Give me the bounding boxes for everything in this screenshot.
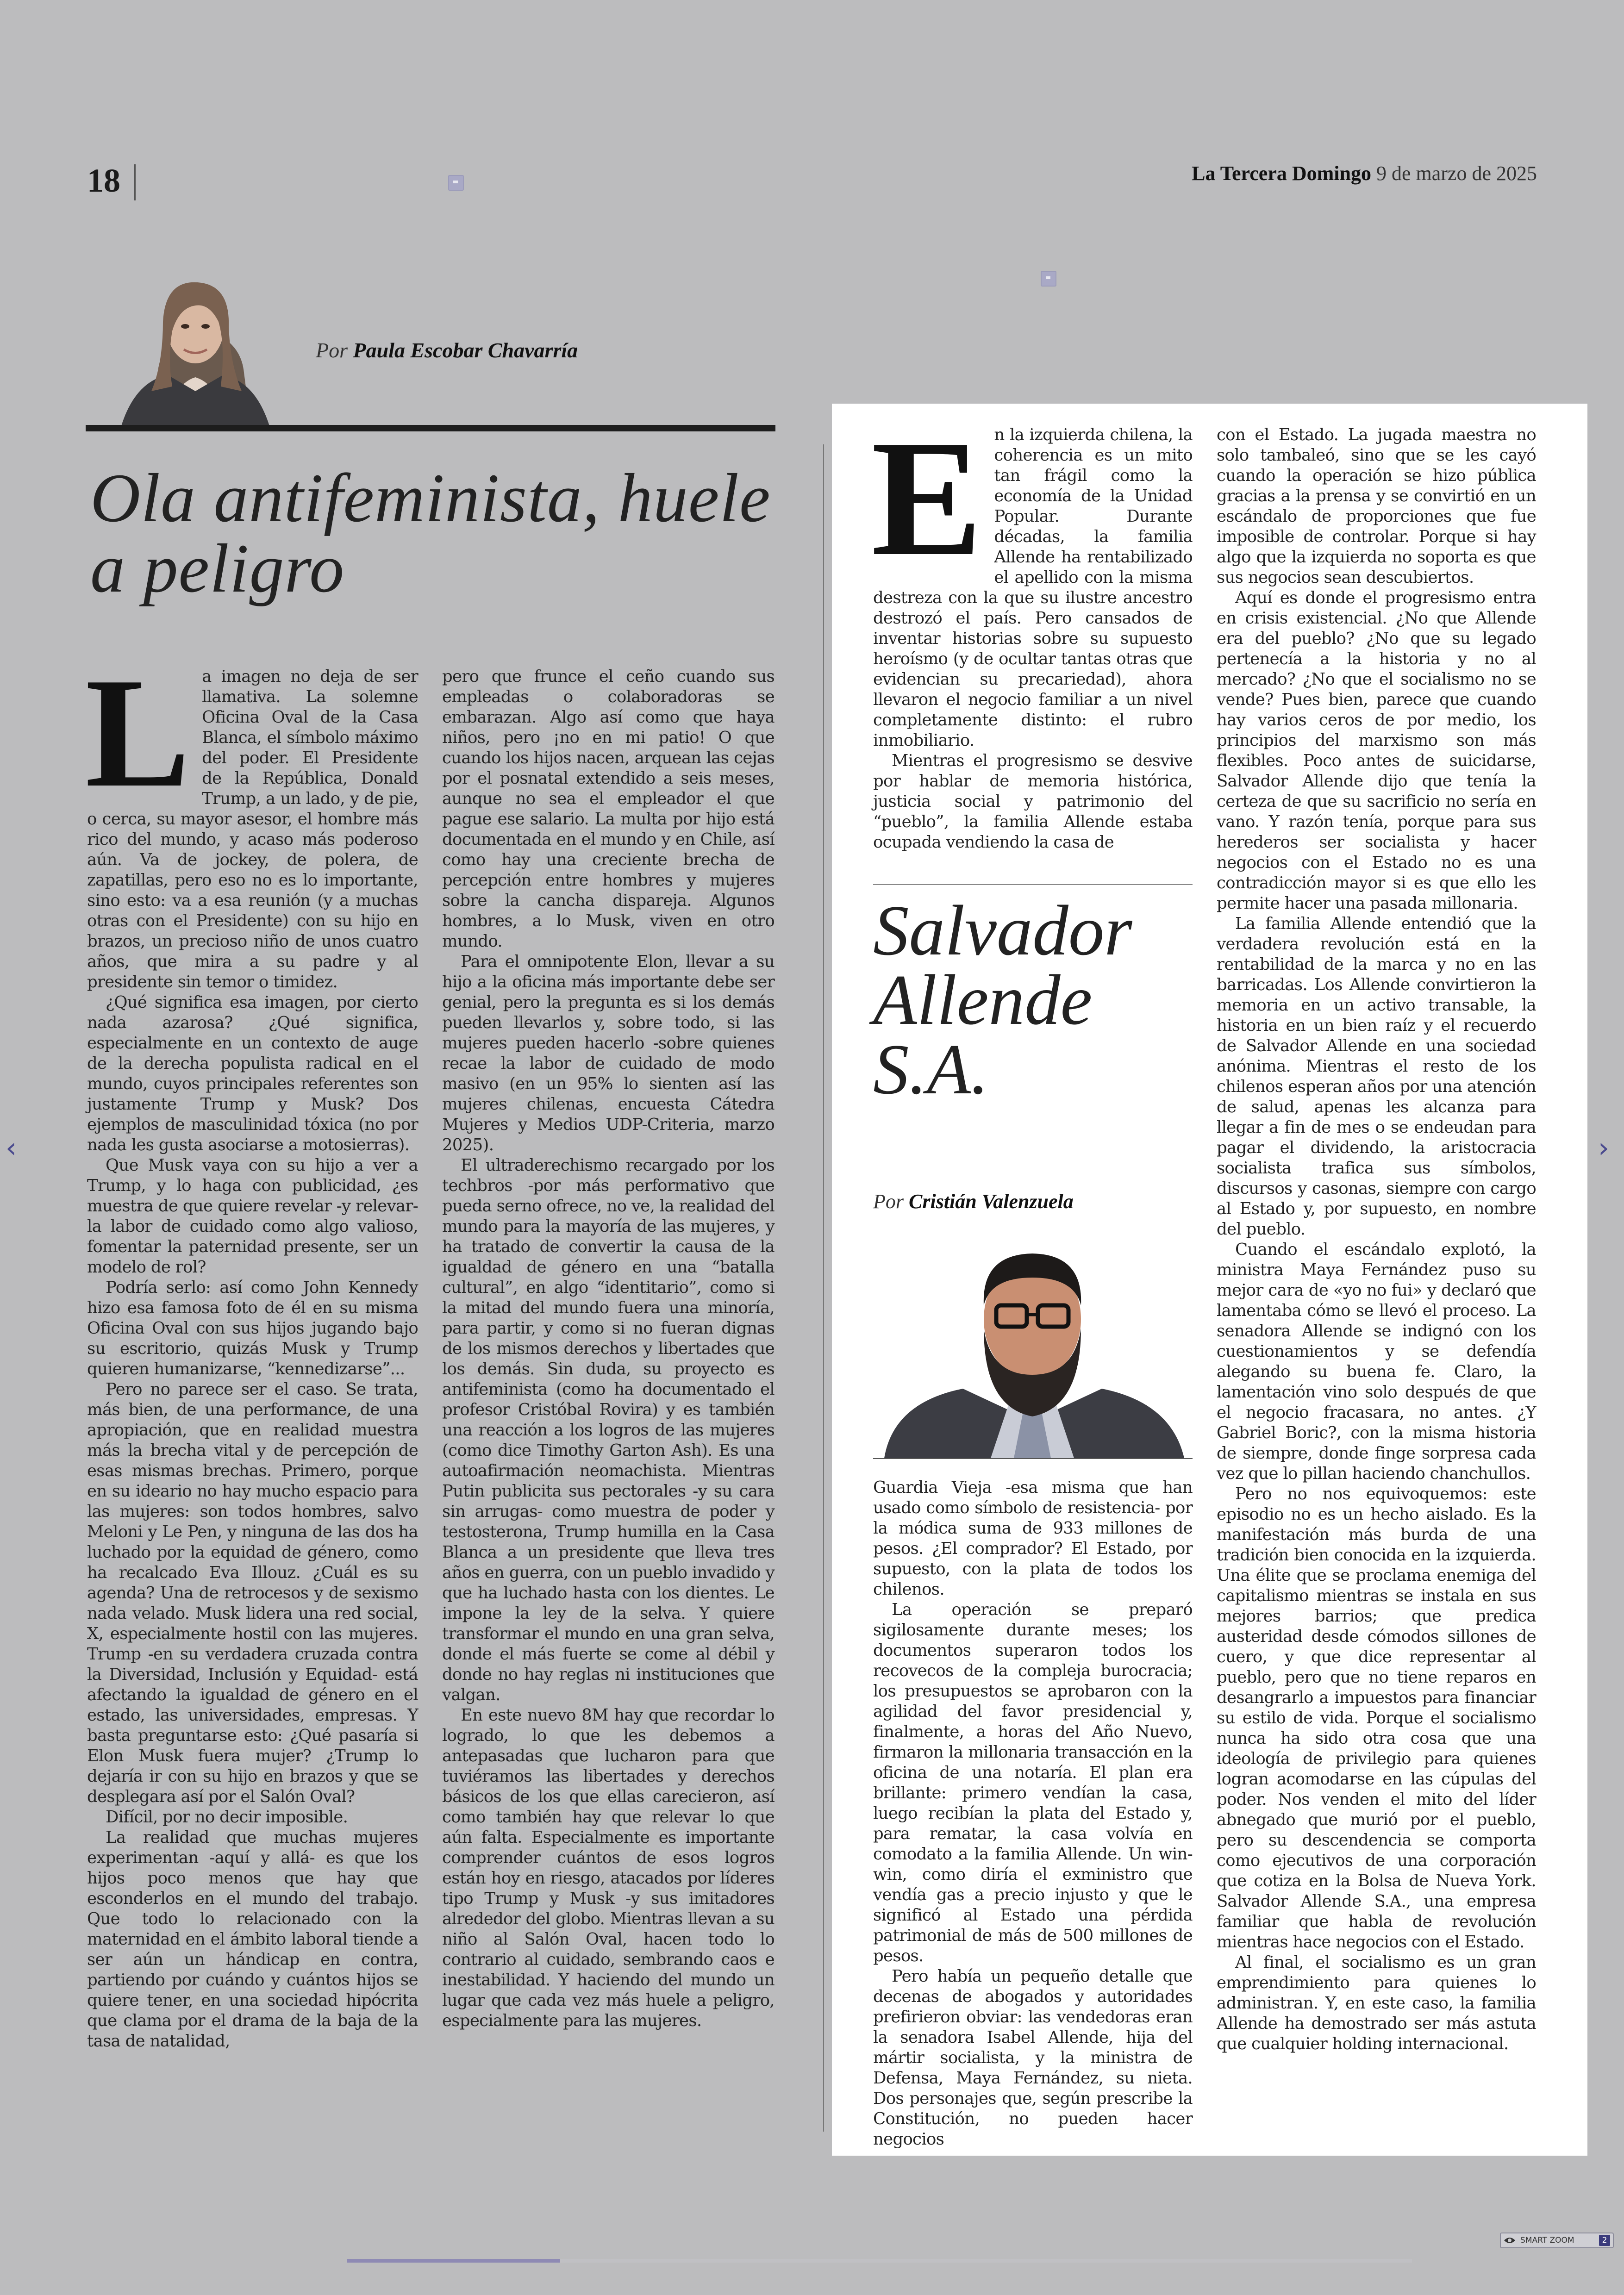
issue-date: 9 de marzo de 2025 (1376, 162, 1537, 185)
byline-prefix: Por (873, 1190, 904, 1213)
article2-headline: Salvador Allende S.A. (873, 891, 1132, 1109)
photo-bottom-rule (873, 1458, 1193, 1459)
chevron-right-icon[interactable]: › (1598, 1132, 1609, 1164)
article2-column-2 (1217, 425, 1536, 2054)
paragraph: Pero había un pequeño detalle que decenas de abogados y autoridades prefirieron obviar: las vendedoras eran la senadora Isabel Allende, hija del mártir socialista, y la ministra de Defensa, Maya Fernández, su nieta. Dos personajes que, según prescribe la Constitución, no pueden hacer negocios (873, 1967, 1193, 2149)
zoom-level-badge: 2 (1599, 2235, 1610, 2246)
publication-name: La Tercera Domingo (1192, 162, 1371, 185)
paragraph: El ultraderechismo recargado por los techbros -por más performativo que pueda serno ofrece, no ve, la realidad del mundo para la mayoría de las mujeres, y ha tratado de convertir la causa de la igualdad de género en una “batalla cultural”, en algo “identitario”, como si la mitad del mundo fuera una minoría, para partir, y como si no fueran dignas de los mismos derechos y libertades que los demás. Sin duda, su proyecto es antifeminista (como ha documentado el profesor Cristóbal Rovira) y es también una reacción a los logros de las mujeres (como dice Timothy Garton Ash). Es una autoafirmación neomachista. Mientras Putin publicita sus pectorales -y su cara sin arrugas- como muestra de poder y testosterona, Trump humilla en la Casa Blanca a un presidente que lleva tres años en guerra, con un pueblo invadido y que ha luchado hasta con los dientes. Le impone la ley de la selva. Y quiere transformar el mundo en una gran selva, donde el más fuerte se come al débil y donde no hay reglas ni instituciones que valgan. (442, 1156, 775, 1704)
byline-prefix: Por (316, 338, 348, 362)
paragraph: Pero no nos equivoquemos: este episodio no es un hecho aislado. Es la manifestación más burda de una tradición bien conocida en la izquierda. Una élite que se proclama enemiga del capitalismo mientras se instala en sus mejores barrios; que predica austeridad desde cómodos sillones de cuero, y que dice representar al pueblo, pero que no tiene reparos en desangrarlo a impuestos para financiar su estilo de vida. Porque el socialismo nunca ha sido otra cosa que una ideología de privilegio para quienes logran acomodarse en las cúpulas del poder. Nos venden el mito del líder abnegado que murió por el pueblo, pero su descendencia se comporta como ejecutivos de una corporación que cotiza en la Bolsa de Nueva York. Salvador Allende S.A., una empresa familiar que habla de revolución mientras hace negocios con el Estado. (1217, 1484, 1536, 1952)
paragraph: Para el omnipotente Elon, llevar a su hijo a la oficina más importante debe ser genial, pero la pregunta es si los demás pueden llevarlos y, sobre todo, si las mujeres pueden hacerlo -sobre quienes recae la labor de cuidado de modo masivo (en un 95% lo sienten así las mujeres chilenas, encuesta Cátedra Mujeres y Medios UDP-Criteria, marzo 2025). (442, 952, 775, 1154)
article1-headline: Ola antifeminista, huele a peligro (90, 460, 771, 607)
page-number-divider (134, 164, 136, 200)
page-number: 18 (87, 162, 120, 199)
paragraph: con el Estado. La jugada maestra no solo tambaleó, sino que se les cayó cuando la operación se hizo pública gracias a la prensa y se convirtió en un escándalo de proporciones que fue imposible de controlar. Porque si hay algo que la izquierda no soporta es que sus negocios sean descubiertos. (1217, 425, 1536, 587)
eye-icon (1504, 2237, 1516, 2244)
paragraph: Guardia Vieja -esa misma que han usado como símbolo de resistencia- por la módica suma de 933 millones de pesos. ¿El comprador? El Estado, por supuesto, con la plata de todos los chilenos. (873, 1478, 1193, 1599)
article2-column-1-bottom (873, 1478, 1193, 2150)
paragraph: Al final, el socialismo es un gran emprendimiento para quienes lo administran. Y, en este caso, la familia Allende ha demostrado ser más astuta que cualquier holding internacional. (1217, 1953, 1536, 2053)
paragraph: Que Musk vaya con su hijo a ver a Trump, y lo haga con publicidad, ¿es muestra de que quiere revelar -y relevar- la labor de cuidado como algo valioso, fomentar la paternidad presente, ser un modelo de rol? (87, 1156, 418, 1277)
paragraph: Aquí es donde el progresismo entra en crisis existencial. ¿No que Allende era del pueblo? ¿No que su legado pertenecía a la historia y no al mercado? ¿No que el socialismo no se vende? Pues bien, parece que cuando hay varios ceros de por medio, los principios del marxismo son más flexibles. Poco antes de suicidarse, Salvador Allende dijo que tenía la certeza de que su sacrificio no sería en vano. Y razón tenía, porque para sus herederos ser socialista y hacer negocios con el Estado no es una contradicción mayor si es que ello les permite hacer una pasada millonaria. (1217, 588, 1536, 913)
paragraph: pero que frunce el ceño cuando sus empleadas o colaboradoras se embarazan. Algo así como que haya niños, pero ¡no en mi patio! O que cuando los hijos nacen, arquean las cejas por el posnatal extendido a seis meses, aunque no sea el empleador el que pague ese salario. La multa por hijo está documentada en el mundo y en Chile, así como hay una creciente brecha de percepción entre hombres y mujeres sobre la cancha dispareja. Algunos hombres, a lo Musk, viven en otro mundo. (442, 667, 775, 951)
paragraph: a imagen no deja de ser llamativa. La solemne Oficina Oval de la Casa Blanca, el símbolo máximo del poder. El Presidente de la República, Donald Trump, a un lado, y de pie, o cerca, su mayor asesor, el hombre más rico del mundo, y acaso más poderoso aún. Va de jockey, de polera, de zapatillas, pero eso no es lo importante, sino esto: va a esa reunión (y a muchas otras con el Presidente) con su hijo en brazos, un precioso niño de unos cuatro años, que mira a su padre y al presidente sin temor o timidez. (87, 667, 418, 992)
article1-column-2 (442, 667, 775, 2031)
paragraph: Pero no parece ser el caso. Se trata, más bien, de una performance, de una apropiación, que en realidad muestra más la brecha vital y de percepción de esas mismas brechas. Primero, porque en su ideario no hay mucho espacio para las mujeres: son todos hombres, salvo Meloni y Le Pen, y ninguna de las dos ha luchado por la equidad de género, como ha recalcado Eva Illouz. ¿Cuál es su agenda? Una de retrocesos y de sexismo nada velado. Musk lidera una red social, X, especialmente hostil con las mujeres. Trump -en su verdadera cruzada contra la Diversidad, Inclusión y Equidad- está afectando la igualdad de género en el estado, las universidades, empresas. Y basta preguntarse esto: ¿Qué pasaría si Elon Musk fuera mujer? ¿Trump lo dejaría ir con su hijo en brazos y que se desplegara así por el Salón Oval? (87, 1380, 418, 1806)
paragraph: La operación se preparó sigilosamente durante meses; los documentos superaron todos los recovecos de la compleja burocracia; los presupuestos se aprobaron con la agilidad del favor presidencial y, finalmente, a horas del Año Nuevo, firmaron la millonaria transacción en la oficina de una notaría. El plan era brillante: primero vendían la casa, luego recibían la plata del Estado y, para rematar, la casa volvía en comodato a la familia Allende. Un win-win, como diría el exministro que vendía gas a precio injusto y que le significó al Estado una pérdida patrimonial de más de 500 millones de pesos. (873, 1600, 1193, 1965)
chevron-left-icon[interactable]: ‹ (6, 1132, 17, 1164)
scroll-progress-fill (347, 2259, 560, 2263)
paragraph: Cuando el escándalo explotó, la ministra Maya Fernández puso su mejor cara de «yo no fui» y declaró que lamentaba cómo se llevó el proceso. La senadora Allende se indignó con los cuestionamientos y se defendía alegando su buena fe. Claro, la lamentación vino solo después de que el negocio fracasara, no antes. ¿Y Gabriel Boric?, con la misma historia de siempre, donde finge sorpresa cada vez que lo pillan haciendo chanchullos. (1217, 1240, 1536, 1483)
article2-byline (873, 1190, 1074, 1213)
paragraph: ¿Qué significa esa imagen, por cierto nada azarosa? ¿Qué significa, especialmente en un contexto de auge de la derecha populista radical en el mundo, cuyos principales referentes son justamente Trump y Musk? Dos ejemplos de masculinidad tóxica (no por nada les gusta asociarse a motosierras). (87, 993, 418, 1154)
article1-column-1 (85, 645, 418, 2052)
paragraph: La realidad que muchas mujeres experimentan -aquí y allá- es que los hijos poco menos que hay que esconderlos en el mundo del trabajo. Que todo lo relacionado con la maternidad en el ámbito laboral tiende a ser aún un hándicap en contra, partiendo por cuándo y cuántos hijos se quiere tener, en una sociedad hipócrita que clama por el drama de la baja de la tasa de natalidad, (87, 1828, 418, 2051)
article1-dropcap: L (85, 645, 190, 820)
annotation-marker-icon[interactable] (1041, 271, 1056, 287)
paragraph: Mientras el progresismo se desvive por hablar de memoria histórica, justicia social y patrimonio del “pueblo”, la familia Allende estaba ocupada vendiendo la casa de (873, 751, 1193, 852)
article2-author: Cristián Valenzuela (909, 1190, 1074, 1213)
author-photo-paula (103, 252, 283, 426)
masthead (1093, 160, 1537, 187)
article2-dropcap: E (871, 405, 982, 590)
paragraph: Difícil, por no decir imposible. (106, 1808, 348, 1827)
article2-headline-rule (873, 884, 1193, 885)
article1-byline (316, 338, 578, 362)
smart-zoom-button[interactable] (1500, 2233, 1614, 2248)
smart-zoom-label: SMART ZOOM (1520, 2236, 1574, 2245)
column-divider (823, 444, 824, 2132)
author-photo-cristian (875, 1236, 1193, 1458)
paragraph: n la izquierda chilena, la coherencia es un mito tan frágil como la economía de la Unidad Popular. Durante décadas, la familia Allende ha rentabilizado el apellido con la misma destreza con la que su ilustre ancestro destrozó el país. Pero cansados de inventar historias sobre su supuesto heroísmo (y de ocultar tantas otras que evidencian su precariedad), ahora llevaron el negocio familiar a un nivel completamente distinto: el rubro inmobiliario. (873, 425, 1193, 750)
paragraph: En este nuevo 8M hay que recordar lo logrado, lo que les debemos a antepasadas que lucharon para que tuviéramos las libertades y derechos básicos de los que ellas carecieron, así como también hay que relevar lo que aún falta. Especialmente es importante comprender cuántos de esos logros están hoy en riesgo, atacados por líderes tipo Trump y Musk -y sus imitadores alrededor del globo. Mientras llevan a su niño al Salón Oval, hacen todo lo contrario al cuidado, sembrando caos e inestabilidad. Y haciendo del mundo un lugar que cada vez más huele a peligro, especialmente para las mujeres. (442, 1706, 775, 2030)
annotation-marker-icon[interactable] (448, 175, 464, 191)
paragraph: La familia Allende entendió que la verdadera revolución está en la rentabilidad de la marca y no en las barricadas. Los Allende convirtieron la memoria en un activo transable, la historia en un bien raíz y el recuerdo de Salvador Allende en una sociedad anónima. Mientras el resto de los chilenos esperan años por una atención de salud, apenas les alcanza para llegar a fin de mes o se endeudan para pagar el dividendo, la aristocracia socialista trafica sus símbolos, discursos y casonas, siempre con cargo al Estado y, por supuesto, en nombre del pueblo. (1217, 914, 1536, 1239)
article1-top-rule (86, 425, 775, 431)
article1-author: Paula Escobar Chavarría (353, 338, 578, 362)
paragraph: Podría serlo: así como John Kennedy hizo esa famosa foto de él en su misma Oficina Oval con sus hijos jugando bajo su escritorio, quizás Musk y Trump quieren humanizarse, “kennedizarse”... (87, 1278, 418, 1378)
article2-column-1-top (871, 405, 1193, 853)
